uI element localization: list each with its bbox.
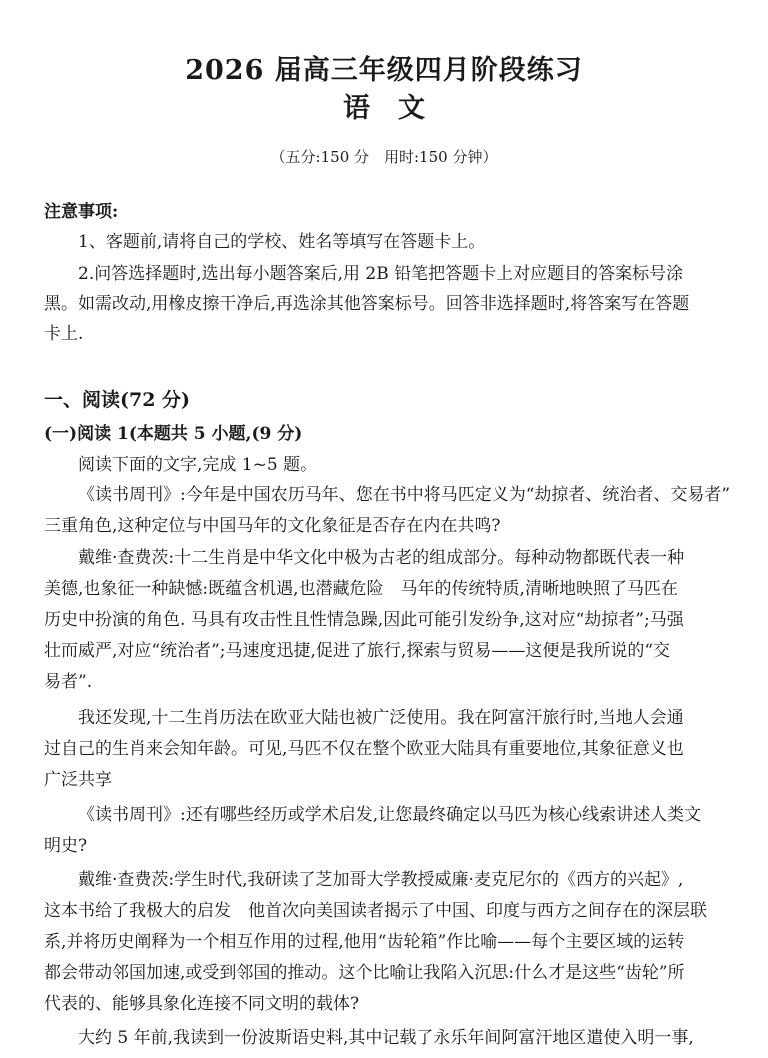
passage-line: 过自己的生肖来会知年龄。可见,马匹不仅在整个欧亚大陆具有重要地位,其象征意义也 xyxy=(44,739,684,759)
passage-line: 历史中扮演的角色. 马具有攻击性且性情急躁,因此可能引发纷争,这对应“劫掠者”;马强 xyxy=(44,610,684,630)
section-heading: 一、阅读(72 分) xyxy=(44,389,191,411)
passage-line: 这本书给了我极大的启发 他首次向美国读者揭示了中国、印度与西方之间存在的深层联 xyxy=(44,901,707,921)
passage-line: 易者”. xyxy=(44,672,93,692)
passage-line: 大约 5 年前,我读到一份波斯语史料,其中记载了永乐年间阿富汗地区遣使入明一事, xyxy=(78,1028,694,1048)
reading-instruction: 阅读下面的文字,完成 1~5 题。 xyxy=(78,455,318,475)
sub-section-heading: (一)阅读 1(本题共 5 小题,(9 分) xyxy=(44,424,303,444)
notes-heading: 注意事项: xyxy=(44,202,119,222)
passage-line: 明史? xyxy=(44,836,88,856)
passage-line: 广泛共享 xyxy=(44,770,112,790)
passage-line: 代表的、能够具象化连接不同文明的载体? xyxy=(44,994,360,1014)
passage-line: 系,并将历史阐释为一个相互作用的过程,他用“齿轮箱”作比喻——每个主要区域的运转 xyxy=(44,932,685,952)
passage-line: 戴维·查费茨:学生时代,我研读了芝加哥大学教授威廉·麦克尼尔的《西方的兴起》, xyxy=(78,870,684,890)
note-item-2-line-2: 黑。如需改动,用橡皮擦干净后,再选涂其他答案标号。回答非选择题时,将答案写在答题 xyxy=(44,294,690,314)
passage-line: 我还发现,十二生肖历法在欧亚大陆也被广泛使用。我在阿富汗旅行时,当地人会通 xyxy=(78,708,684,728)
note-item-1: 1、客题前,请将自己的学校、姓名等填写在答题卡上。 xyxy=(78,232,486,252)
passage-line: 三重角色,这种定位与中国马年的文化象征是否存在内在共鸣? xyxy=(44,516,501,536)
exam-title: 2026 届高三年级四月阶段练习 xyxy=(185,55,583,86)
passage-line: 《读书周刊》:今年是中国农历马年、您在书中将马匹定义为“劫掠者、统治者、交易者” xyxy=(78,485,731,505)
passage-line: 《读书周刊》:还有哪些经历或学术启发,让您最终确定以马匹为核心线索讲述人类文 xyxy=(78,805,702,825)
score-time-info: （五分:150 分 用时:150 分钟） xyxy=(270,148,498,166)
passage-line: 壮而威严,对应“统治者”;马速度迅捷,促进了旅行,探索与贸易——这便是我所说的“交 xyxy=(44,641,671,661)
note-item-2-line-3: 卡上. xyxy=(44,324,84,344)
passage-line: 戴维·查费茨:十二生肖是中华文化中极为古老的组成部分。每种动物都既代表一种 xyxy=(78,548,685,568)
passage-line: 都会带动邻国加速,或受到邻国的推动。这个比喻让我陷入沉思:什么才是这些“齿轮”所 xyxy=(44,963,685,983)
note-item-2-line-1: 2.问答选择题时,选出每小题答案后,用 2B 铅笔把答题卡上对应题目的答案标号涂 xyxy=(78,264,684,284)
passage-line: 美德,也象征一种缺憾:既蕴含机遇,也潜藏危险 马年的传统特质,清晰地映照了马匹在 xyxy=(44,579,678,599)
subject-title: 语文 xyxy=(343,93,453,124)
